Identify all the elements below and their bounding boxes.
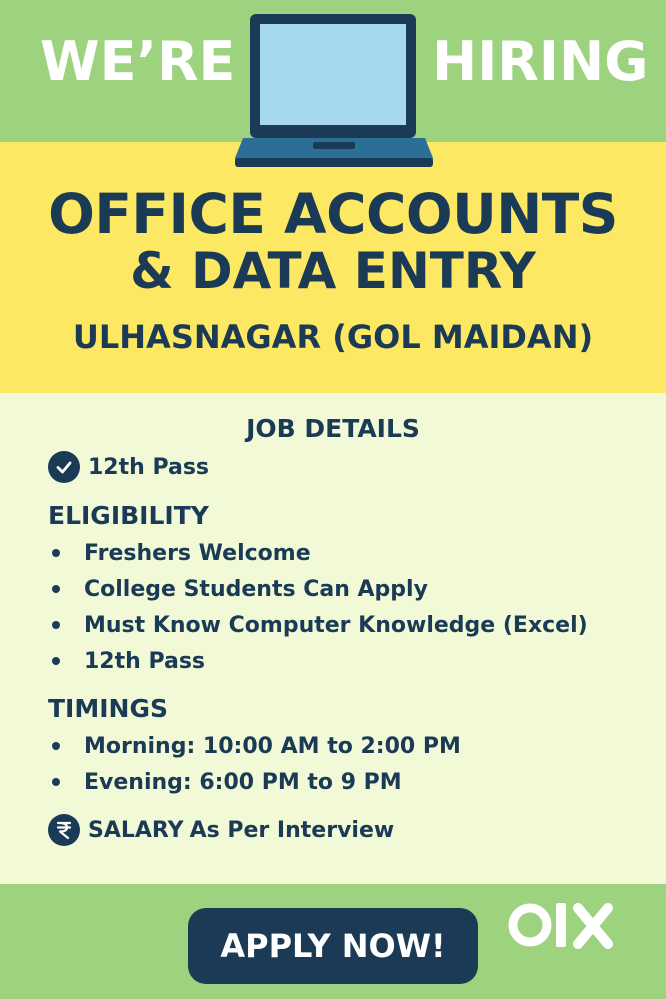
list-item-text: Evening: 6:00 PM to 9 PM: [84, 769, 402, 795]
job-details-text: 12th Pass: [88, 454, 210, 480]
bullet-icon: [52, 549, 60, 557]
job-details-row: [48, 450, 209, 484]
timings-list: [52, 728, 461, 800]
bullet-icon: [52, 585, 60, 593]
header-left-word: WE’RE: [40, 30, 236, 93]
list-item: [52, 571, 588, 607]
job-title-line1: OFFICE ACCOUNTS: [48, 182, 618, 246]
job-location: ULHASNAGAR (GOL MAIDAN): [72, 318, 594, 356]
salary-row: [48, 813, 394, 847]
laptop-icon: [233, 14, 435, 168]
bullet-icon: [52, 742, 60, 750]
list-item: [52, 728, 461, 764]
job-details-heading: JOB DETAILS: [246, 414, 420, 443]
list-item-text: Freshers Welcome: [84, 540, 311, 566]
salary-text: As Per Interview: [189, 817, 395, 843]
apply-now-button[interactable]: APPLY NOW!: [188, 908, 478, 984]
eligibility-heading: ELIGIBILITY: [48, 501, 209, 530]
timings-heading: TIMINGS: [48, 694, 168, 723]
bullet-icon: [52, 657, 60, 665]
check-circle-icon: [48, 451, 80, 483]
job-title-line2: & DATA ENTRY: [130, 242, 536, 300]
list-item: [52, 643, 588, 679]
list-item-text: Morning: 10:00 AM to 2:00 PM: [84, 733, 461, 759]
olx-logo: [508, 898, 634, 962]
bullet-icon: [52, 778, 60, 786]
rupee-icon: [48, 814, 80, 846]
list-item-text: Must Know Computer Knowledge (Excel): [84, 612, 588, 638]
bullet-icon: [52, 621, 60, 629]
list-item: [52, 535, 588, 571]
list-item: [52, 607, 588, 643]
salary-label: SALARY: [88, 817, 184, 843]
list-item-text: 12th Pass: [84, 648, 206, 674]
list-item-text: College Students Can Apply: [84, 576, 428, 602]
list-item: [52, 764, 461, 800]
eligibility-list: [52, 535, 588, 679]
header-right-word: HIRING: [432, 30, 649, 93]
